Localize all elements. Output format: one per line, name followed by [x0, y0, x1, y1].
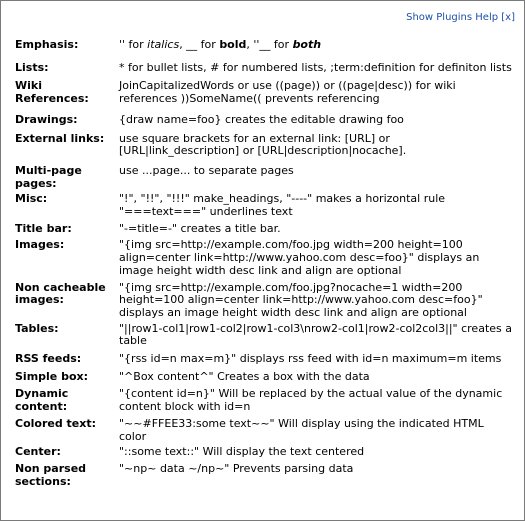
description-text: "{img src=http://example.com/foo.jpg?nocache=1 width=200 height=100 align=center link=http://www.yahoo.com desc=foo}" displays an image height width desc link and align are optional	[119, 280, 483, 319]
description-text: * for bullet lists, # for numbered lists, ;term:definition for definiton lists	[119, 60, 512, 74]
help-term: RSS feeds:	[15, 352, 82, 366]
help-term: External links:	[15, 131, 105, 145]
help-row-external-links	[15, 133, 513, 158]
description-text: , __ for	[179, 38, 220, 51]
help-row-center	[15, 446, 513, 459]
help-description	[119, 193, 513, 218]
description-text: "!", "!!", "!!!" make_headings, "----" makes a horizontal rule "===text===" underlines text	[119, 192, 446, 219]
description-text: , ''__ for	[246, 38, 293, 51]
description-text: bold	[219, 38, 247, 51]
help-term: Lists:	[15, 60, 49, 74]
help-row-colored-text	[15, 418, 513, 443]
help-row-drawings	[15, 114, 513, 127]
description-text: "~np~ data ~/np~" Prevents parsing data	[119, 461, 354, 475]
description-text: "||row1-col1|row1-col2|row1-col3\nrow2-col1|row2-col2col3||" creates a table	[119, 321, 512, 348]
help-row-non-parsed-sections	[15, 463, 513, 488]
help-description	[119, 223, 513, 236]
help-term: Colored text:	[15, 416, 97, 430]
help-row-dynamic-content	[15, 388, 513, 413]
help-row-simple-box	[15, 371, 513, 384]
help-term: Misc:	[15, 192, 48, 206]
help-term: Emphasis:	[15, 38, 79, 51]
help-description	[119, 323, 513, 348]
help-row-wiki-references	[15, 80, 513, 105]
description-text: "^Box content^" Creates a box with the data	[119, 369, 370, 383]
description-text: "-=title=-" creates a title bar.	[119, 221, 281, 235]
description-text: "{rss id=n max=m}" displays rss feed with id=n maximum=m items	[119, 352, 502, 366]
description-text: '' for	[119, 38, 148, 51]
help-term: Title bar:	[15, 221, 72, 235]
help-description	[119, 165, 513, 190]
help-term: Non cacheable images:	[15, 280, 106, 307]
help-row-non-cacheable-images	[15, 282, 513, 320]
help-row-images	[15, 239, 513, 277]
description-text: "{img src=http://example.com/foo.jpg width=200 height=100 align=center link=http://www.yahoo.com desc=foo}" displays an image height width desc link and align are optional	[119, 238, 480, 277]
help-row-multi-page-pages	[15, 165, 513, 190]
help-description	[119, 62, 513, 75]
help-term: Center:	[15, 445, 61, 459]
description-text: "{content id=n}" Will be replaced by the actual value of the dynamic content block with id=n	[119, 387, 503, 414]
help-description	[119, 114, 513, 127]
description-text: use ...page... to separate pages	[119, 163, 294, 177]
help-term: Simple box:	[15, 369, 89, 383]
help-term: Dynamic content:	[15, 387, 69, 414]
show-plugins-help-link[interactable]: Show Plugins Help	[406, 12, 499, 23]
help-row-lists	[15, 62, 513, 75]
description-text: JoinCapitalizedWords or use ((page)) or ((page|desc)) for wiki references ))SomeName(( prevents referencing	[119, 79, 456, 106]
help-description	[119, 282, 513, 320]
close-help-link[interactable]: [x]	[501, 12, 515, 23]
description-text: use square brackets for an external link: [URL] or [URL|link_description] or [URL|description|nocache].	[119, 131, 407, 158]
help-row-tables	[15, 323, 513, 348]
description-text: {draw name=foo} creates the editable drawing foo	[119, 112, 404, 126]
help-term: Images:	[15, 238, 65, 252]
help-term: Multi-page pages:	[15, 163, 82, 190]
top-links	[406, 11, 515, 24]
description-text: italics	[147, 38, 180, 51]
help-description	[119, 371, 513, 384]
help-row-misc	[15, 193, 513, 218]
help-description	[119, 239, 513, 277]
help-term: Wiki References:	[15, 79, 89, 106]
description-text: "~~#FFEE33:some text~~" Will display using the indicated HTML color	[119, 416, 484, 443]
help-term: Non parsed sections:	[15, 461, 87, 488]
help-description	[119, 418, 513, 443]
help-rows	[15, 39, 513, 488]
help-description	[119, 463, 513, 488]
description-text: "::some text::" Will display the text centered	[119, 445, 365, 459]
help-description	[119, 446, 513, 459]
help-term: Drawings:	[15, 112, 78, 126]
help-row-rss-feeds	[15, 353, 513, 366]
help-description	[119, 80, 513, 105]
help-description	[119, 133, 513, 158]
help-row-title-bar	[15, 223, 513, 236]
help-description	[119, 39, 513, 52]
help-term: Tables:	[15, 321, 59, 335]
description-text: both	[292, 38, 322, 51]
help-row-emphasis	[15, 39, 513, 52]
help-description	[119, 388, 513, 413]
help-description	[119, 353, 513, 366]
